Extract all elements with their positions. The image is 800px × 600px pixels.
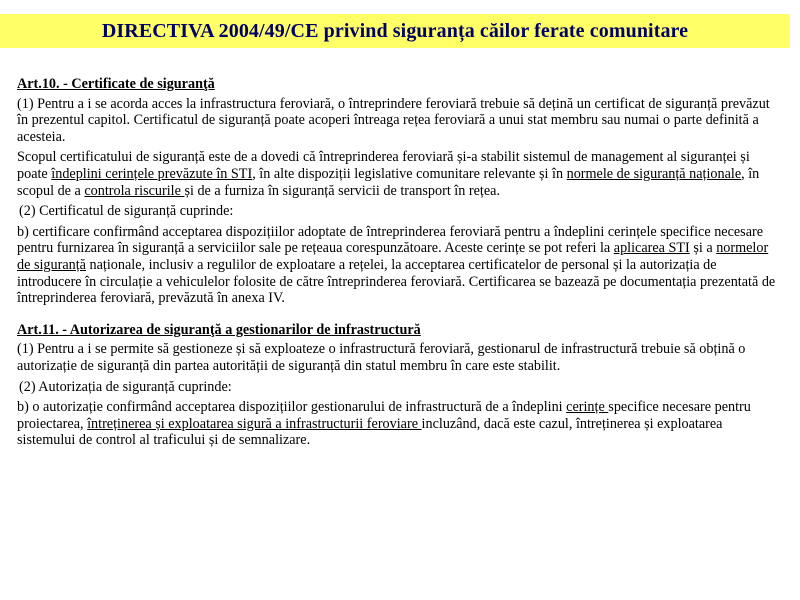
title-banner (0, 14, 790, 48)
article-11-heading: Art.11. - Autorizarea de siguranţă a gestionarilor de infrastructură (17, 321, 421, 338)
text-fragment: naționale, inclusiv a regulilor de exploatare a rețelei, la acceptarea certificatelor de personal și la autorizația de introducere în circulație a vehiculelor folosite de către întreprinderea feroviară. Certificarea se bazează pe documentația prezentată de întreprinderea feroviară, prevăzută în anexa IV. (17, 256, 776, 307)
article-11-paragraph-3 (17, 399, 781, 449)
text-fragment: b) o autorizație confirmând acceptarea dispozițiilor gestionarului de infrastructură de a îndeplini (17, 399, 567, 416)
text-fragment: și a (689, 240, 717, 257)
underlined-text: întreținerea și exploatarea sigură a infrastructurii feroviare (87, 415, 422, 432)
underlined-text: normele de siguranță naționale (566, 165, 742, 182)
underlined-text: îndeplini cerințele prevăzute în STI (51, 165, 253, 182)
document-title: DIRECTIVA 2004/49/CE privind siguranța căilor ferate comunitare (101, 19, 689, 42)
article-10-paragraph-4 (17, 224, 781, 307)
text-fragment: , în alte dispoziții legislative comunitare relevante și în (252, 165, 567, 182)
article-10-heading: Art.10. - Certificate de siguranţă (17, 76, 215, 92)
article-10-paragraph-2 (17, 149, 781, 199)
text-fragment: specifice necesare pentru proiectarea, (17, 399, 751, 432)
document-body (17, 76, 781, 453)
text-fragment: incluzând, dacă este cazul, întreținerea și exploatarea sistemului de control al traficului și de semnalizare. (17, 415, 723, 449)
spacer (17, 311, 781, 322)
underlined-text: cerințe (566, 399, 609, 416)
article-10-paragraph-3: (2) Certificatul de siguranță cuprinde: (19, 203, 234, 220)
underlined-text: aplicarea STI (613, 240, 690, 257)
text-fragment: Scopul certificatului de siguranță este de a dovedi că întreprinderea feroviară și-a stabilit sistemul de management al siguranței și poate (17, 149, 750, 182)
article-11-paragraph-2: (2) Autorizația de siguranță cuprinde: (19, 378, 232, 395)
article-11-paragraph-1: (1) Pentru a i se permite să gestioneze și să exploateze o infrastructură feroviară, gestionarul de infrastructură trebuie să obțină o autorizație de siguranță din partea autorității de siguranță din statul membru în care este stabilit. (17, 341, 746, 374)
text-fragment: , în scopul de a (17, 165, 760, 199)
underlined-text: controla riscurile (84, 182, 185, 199)
text-fragment: b) certificare confirmând acceptarea dispozițiilor adoptate de întreprinderea feroviară pentru a îndeplini cerințele specifice necesare pentru furnizarea în siguranță a serviciilor sale pe rețeaua corespunzătoare. Aceste cerințe se pot referi la (17, 223, 764, 257)
underlined-text: normelor de siguranță (17, 240, 769, 273)
article-10-paragraph-1: (1) Pentru a i se acorda acces la infrastructura feroviară, o întreprindere feroviară trebuie să dețină un certificat de siguranță prevăzut în prezentul capitol. Certificatul de siguranță poate acoperi întreaga rețea feroviară a unui stat membru sau numai o parte definită a acesteia. (17, 95, 770, 145)
text-fragment: și de a furniza în siguranță servicii de transport în rețea. (184, 182, 500, 199)
